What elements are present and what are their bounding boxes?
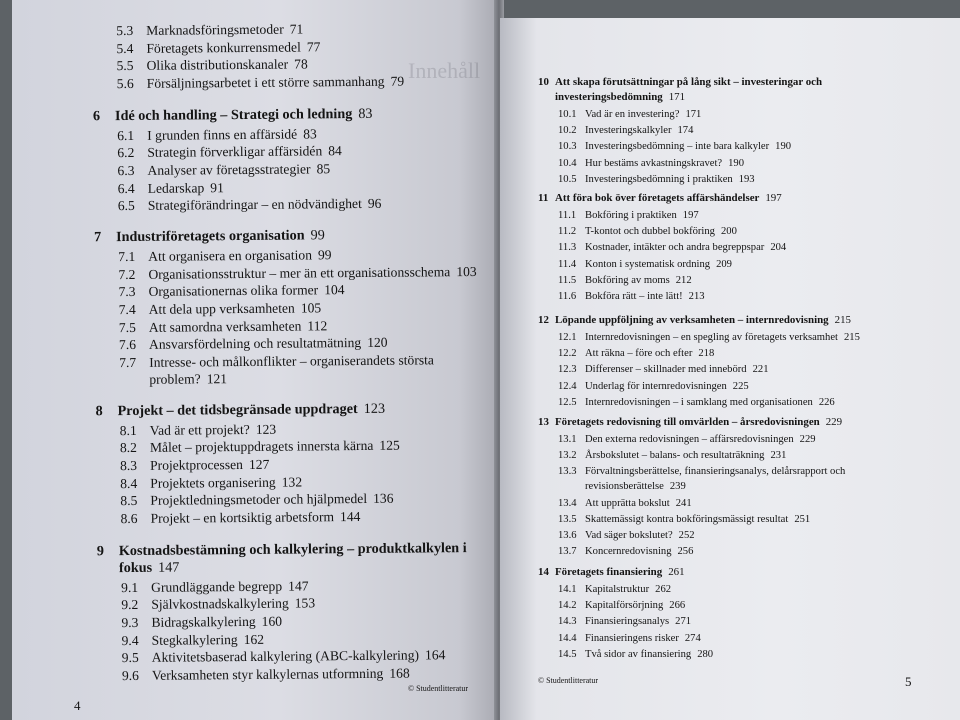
- toc-section: [558, 529, 695, 542]
- toc-section: [558, 583, 671, 596]
- toc-section-title: Att organisera en organisation: [148, 247, 313, 265]
- toc-chapter: [93, 106, 373, 124]
- toc-section: [558, 632, 701, 645]
- toc-section-number: 13.7: [558, 546, 577, 558]
- toc-chapter: [538, 76, 822, 89]
- toc-chapter: [538, 416, 842, 429]
- toc-section-number: 7.5: [118, 319, 136, 335]
- toc-section-title: T-kontot och dubbel bokföring: [585, 226, 715, 238]
- toc-section: [117, 57, 308, 74]
- toc-section-page: 193: [738, 173, 755, 185]
- toc-section-page: 112: [307, 317, 328, 334]
- toc-section-title: Finansieringsanalys: [585, 616, 670, 628]
- toc-section-number: 7.7: [119, 354, 137, 370]
- toc-section: [117, 73, 405, 91]
- toc-section: [558, 173, 755, 186]
- toc-section-page: 96: [367, 195, 382, 212]
- toc-chapter-title: Projekt – det tidsbegränsade uppdraget: [117, 400, 358, 419]
- toc-section-number: 13.5: [558, 513, 577, 525]
- toc-section-page: 99: [317, 247, 332, 263]
- toc-section: [558, 363, 769, 376]
- toc-section-number: 7.3: [118, 284, 136, 300]
- toc-chapter-page: 215: [834, 314, 851, 326]
- toc-section: [558, 396, 835, 409]
- toc-section-number: 11.4: [558, 258, 577, 270]
- toc-section-number: 10.2: [558, 125, 577, 137]
- toc-section-page: 79: [390, 73, 405, 89]
- toc-section-number: 13.1: [558, 434, 577, 445]
- toc-section: [558, 513, 810, 526]
- toc-section-cont-page: 121: [206, 370, 228, 387]
- toc-chapter-cont-page: 171: [668, 91, 686, 103]
- toc-section-number: 14.4: [558, 632, 577, 644]
- toc-section-title: Internredovisningen – en spegling av företagets verksamhet: [585, 332, 838, 343]
- toc-section: [558, 140, 791, 153]
- toc-chapter: [97, 540, 467, 559]
- toc-chapter-page: 123: [363, 400, 386, 417]
- toc-section-number: 10.3: [558, 141, 577, 153]
- toc-section-title: Företagets konkurrensmedel: [146, 39, 301, 56]
- toc-section-cont-page: 239: [669, 481, 686, 493]
- toc-section: [558, 108, 701, 121]
- toc-section-page: 241: [675, 497, 692, 509]
- toc-section: [558, 225, 737, 238]
- toc-section-title: Organisationsstruktur – mer än ett organisationsschema: [148, 263, 451, 282]
- toc-section-title: Projektledningsmetoder och hjälpmedel: [150, 491, 368, 508]
- toc-section: [558, 545, 693, 558]
- toc-section-number: 9.4: [121, 632, 139, 648]
- toc-section-number: 14.2: [558, 600, 577, 612]
- toc-chapter-title: Företagets redovisning till omvärlden – årsredovisningen: [555, 416, 820, 428]
- toc-section-number: 10.5: [558, 173, 577, 185]
- toc-section-title: Konton i systematisk ordning: [585, 258, 711, 270]
- toc-section: [121, 614, 282, 630]
- toc-section-title: Underlag för internredovisningen: [585, 380, 727, 392]
- toc-section-title: Investeringsbedömning – inte bara kalkyler: [585, 141, 770, 153]
- toc-section: [116, 39, 320, 56]
- toc-section: [120, 457, 269, 473]
- right-footer: © Studentlitteratur: [538, 676, 599, 685]
- toc-section-number: 12.4: [558, 380, 577, 392]
- toc-section-title: Verksamheten styr kalkylernas utformning: [151, 665, 384, 683]
- toc-section: [120, 438, 400, 455]
- toc-section-title: Två sidor av finansiering: [585, 648, 692, 660]
- toc-section-title: Projektprocessen: [150, 457, 244, 473]
- toc-section-number: 8.2: [119, 440, 137, 456]
- toc-section-page: 226: [818, 396, 835, 408]
- toc-chapter-page: 229: [825, 416, 843, 428]
- toc-section: [121, 596, 315, 613]
- toc-section-number: 9.2: [121, 597, 139, 613]
- toc-section-page: 218: [698, 348, 715, 360]
- toc-section-page: 262: [655, 584, 672, 595]
- toc-section: [117, 161, 330, 178]
- toc-section-title: Ansvarsfördelning och resultatmätning: [148, 335, 362, 353]
- toc-section-page: 174: [677, 125, 694, 137]
- toc-section-number: 12.3: [558, 364, 577, 376]
- toc-section-page: 221: [752, 364, 769, 376]
- toc-section-number: 14.5: [558, 648, 577, 660]
- toc-section-title: Målet – projektuppdragets innersta kärna: [149, 438, 374, 456]
- toc-section: [119, 300, 322, 317]
- toc-section-title: Analyser av företagsstrategier: [147, 161, 311, 178]
- toc-section-title: Strategin förverkligar affärsidén: [147, 143, 323, 161]
- toc-section: [122, 665, 410, 683]
- toc-section-cont: [585, 480, 686, 493]
- toc-section-number: 9.6: [121, 667, 139, 683]
- toc-chapter-page: 83: [358, 105, 373, 122]
- toc-section-number: 11.2: [558, 226, 577, 238]
- toc-section-page: 162: [243, 631, 265, 647]
- toc-section-title: Differenser – skillnader med innebörd: [585, 364, 747, 376]
- toc-section-number: 8.3: [120, 457, 138, 474]
- toc-section: [558, 380, 749, 393]
- toc-section-title: Grundläggande begrepp: [151, 578, 283, 595]
- toc-section-title: Årsbokslutet – balans- och resultaträkning: [585, 450, 765, 462]
- toc-section-number: 6.1: [117, 127, 135, 143]
- toc-section-number: 7.4: [118, 301, 136, 318]
- toc-section: [117, 126, 317, 143]
- toc-section-number: 5.3: [116, 22, 134, 39]
- toc-section-page: 213: [688, 291, 705, 302]
- toc-section-title: Bokföra rätt – inte lätt!: [585, 291, 683, 302]
- toc-section: [558, 497, 692, 510]
- toc-section-number: 7.1: [118, 249, 136, 265]
- toc-section-title: Skattemässigt kontra bokföringsmässigt resultat: [585, 513, 789, 525]
- toc-section-number: 6.5: [117, 198, 135, 214]
- toc-section-number: 10.1: [558, 109, 577, 120]
- toc-section-page: 190: [775, 141, 792, 153]
- toc-chapter-title: Löpande uppföljning av verksamheten – internredovisning: [555, 314, 829, 326]
- toc-section: [120, 474, 302, 491]
- toc-section: [558, 433, 816, 446]
- toc-section: [558, 449, 786, 462]
- toc-section: [121, 578, 308, 595]
- toc-section-page: 83: [303, 126, 317, 142]
- toc-section-number: 5.6: [116, 75, 134, 91]
- toc-section: [122, 631, 265, 647]
- toc-section-number: 9.1: [121, 579, 139, 595]
- toc-chapter: [538, 192, 782, 205]
- toc-section-title: Investeringskalkyler: [585, 125, 672, 137]
- toc-section-number: 6.4: [117, 180, 135, 196]
- toc-section-page: 266: [669, 600, 686, 612]
- toc-section-title: Kapitalstruktur: [585, 584, 650, 595]
- toc-section: [120, 509, 360, 526]
- toc-chapter-number: 7: [94, 229, 102, 246]
- toc-section-page: 231: [770, 450, 787, 462]
- toc-chapter-number: 8: [95, 403, 103, 420]
- toc-section-page: 212: [675, 274, 692, 286]
- toc-section-title: Förvaltningsberättelse, finansieringsanalys, delårsrapport och: [585, 466, 846, 478]
- toc-section-page: 256: [677, 546, 694, 558]
- toc-section-title: Kapitalförsörjning: [585, 600, 664, 612]
- toc-section-title: Bidragskalkylering: [151, 613, 256, 630]
- toc-section: [558, 124, 693, 137]
- toc-section-title: Intresse- och målkonflikter – organiserandets största: [149, 352, 434, 370]
- toc-chapter: [538, 314, 851, 327]
- show-through-text: Innehåll: [408, 58, 481, 83]
- toc-section-title: Kostnader, intäkter och andra begreppspar: [585, 242, 765, 254]
- toc-section-page: 171: [685, 109, 702, 120]
- toc-chapter-number: 10: [538, 76, 549, 88]
- toc-section-page: 252: [678, 530, 695, 541]
- toc-chapter-page: 197: [765, 192, 782, 204]
- toc-chapter-cont: [555, 91, 685, 104]
- toc-section-page: 136: [373, 490, 394, 507]
- toc-section: [558, 157, 744, 170]
- toc-section: [116, 21, 303, 38]
- toc-section-page: 132: [281, 474, 303, 490]
- toc-section-page: 229: [799, 434, 816, 445]
- toc-section: [119, 318, 328, 335]
- toc-section-title: Att räkna – före och efter: [585, 348, 693, 360]
- toc-section-page: 280: [697, 648, 714, 660]
- toc-section-page: 251: [794, 513, 811, 525]
- toc-section: [558, 347, 714, 360]
- toc-section-page: 147: [288, 578, 309, 594]
- toc-section-title: Att samordna verksamheten: [148, 318, 302, 335]
- toc-section-title: Finansieringens risker: [585, 632, 679, 644]
- toc-section-page: 204: [770, 242, 787, 254]
- toc-chapter-cont-title: fokus: [118, 559, 153, 576]
- toc-section-page: 153: [294, 595, 316, 611]
- toc-chapter-title: Företagets finansiering: [555, 566, 663, 578]
- toc-chapter-cont: [119, 559, 180, 576]
- left-toc: [12, 0, 504, 720]
- toc-section-title: Ledarskap: [147, 179, 205, 196]
- toc-section-number: 13.2: [558, 450, 577, 462]
- toc-section-page: 103: [456, 263, 477, 279]
- toc-section-number: 11.5: [558, 274, 577, 286]
- toc-section-title: Vad är en investering?: [585, 109, 680, 120]
- toc-chapter: [96, 401, 386, 420]
- toc-section-cont-title: revisionsberättelse: [585, 481, 664, 493]
- toc-section-number: 9.5: [121, 650, 139, 666]
- toc-chapter-number: 11: [538, 192, 549, 204]
- toc-section-title: Att upprätta bokslut: [585, 497, 670, 509]
- toc-section-title: Försäljningsarbetet i ett större sammanhang: [146, 73, 385, 91]
- toc-section-number: 9.3: [121, 614, 139, 631]
- toc-section-number: 8.1: [119, 422, 137, 438]
- toc-section-number: 13.3: [558, 466, 577, 478]
- toc-section: [118, 247, 331, 264]
- toc-section-cont: [149, 371, 227, 387]
- toc-section-page: 78: [294, 56, 308, 72]
- toc-section-page: 84: [328, 143, 342, 159]
- toc-section: [558, 274, 692, 287]
- toc-section-title: Hur bestäms avkastningskravet?: [585, 157, 723, 169]
- toc-section-number: 14.3: [558, 616, 577, 628]
- toc-chapter-page: 99: [310, 227, 325, 244]
- toc-section-page: 209: [716, 258, 732, 270]
- toc-section: [118, 282, 344, 299]
- toc-section-title: Strategiförändringar – en nödvändighet: [147, 196, 362, 214]
- toc-section: [118, 196, 382, 213]
- toc-section-page: 190: [728, 157, 744, 169]
- toc-section: [118, 180, 224, 196]
- toc-section-page: 225: [732, 380, 749, 392]
- right-page-number: 5: [905, 674, 912, 689]
- toc-section-title: Aktivitetsbaserad kalkylering (ABC-kalkylering): [151, 647, 420, 665]
- toc-section-number: 11.1: [558, 210, 577, 221]
- toc-chapter-cont-title: investeringsbedömning: [555, 91, 663, 103]
- toc-chapter-cont-page: 147: [158, 559, 180, 576]
- toc-chapter-title: Kostnadsbestämning och kalkylering – produktkalkylen i: [118, 539, 467, 559]
- toc-section-title: Att dela upp verksamheten: [148, 300, 295, 317]
- toc-section-page: 120: [367, 334, 388, 351]
- toc-section-title: Projektets organisering: [150, 474, 276, 491]
- toc-chapter-number: 13: [538, 416, 549, 428]
- toc-chapter-number: 14: [538, 566, 549, 578]
- toc-section: [558, 599, 685, 612]
- toc-section-number: 13.6: [558, 530, 577, 541]
- toc-section-cont-title: problem?: [149, 371, 201, 387]
- toc-section-number: 8.5: [120, 493, 138, 509]
- toc-section-page: 85: [316, 161, 331, 177]
- toc-chapter-page: 261: [668, 566, 685, 578]
- toc-section-title: Organisationernas olika former: [148, 282, 319, 300]
- toc-section-page: 71: [289, 21, 304, 37]
- toc-section-page: 105: [300, 300, 322, 316]
- toc-chapter: [94, 227, 325, 245]
- toc-section-number: 12.1: [558, 332, 577, 343]
- toc-section-page: 160: [261, 613, 283, 629]
- toc-section-title: Självkostnadskalkylering: [151, 595, 289, 613]
- toc-section-number: 6.3: [117, 162, 135, 179]
- toc-section-number: 13.4: [558, 497, 577, 509]
- toc-section: [120, 422, 277, 438]
- toc-section-number: 11.6: [558, 291, 577, 302]
- toc-section: [119, 352, 434, 370]
- toc-section: [118, 264, 476, 282]
- toc-section-title: Investeringsbedömning i praktiken: [585, 173, 733, 185]
- toc-chapter-number: 12: [538, 314, 549, 326]
- toc-section: [119, 335, 388, 352]
- left-page-number: 4: [74, 698, 81, 713]
- toc-section-page: 77: [306, 38, 321, 55]
- toc-section: [558, 465, 845, 478]
- toc-section-page: 200: [720, 226, 737, 238]
- toc-section: [558, 258, 732, 271]
- toc-section: [120, 491, 393, 508]
- toc-chapter-title: Att skapa förutsättningar på lång sikt – investeringar och: [555, 76, 823, 88]
- toc-section-page: 125: [379, 438, 400, 454]
- toc-section-title: Bokföring i praktiken: [585, 210, 677, 221]
- toc-section-page: 168: [389, 665, 410, 681]
- toc-chapter-title: Att föra bok över företagets affärshändelser: [555, 192, 760, 204]
- toc-section-title: Projekt – en kortsiktig arbetsform: [150, 509, 335, 526]
- toc-section-number: 5.5: [116, 58, 134, 74]
- toc-chapter-title: Industriföretagets organisation: [116, 227, 305, 246]
- left-page: [12, 0, 498, 720]
- toc-section-title: Marknadsföringsmetoder: [146, 21, 284, 38]
- toc-chapter-title: Idé och handling – Strategi och ledning: [114, 105, 353, 124]
- toc-section-title: I grunden finns en affärsidé: [147, 126, 298, 143]
- toc-section: [558, 331, 860, 344]
- toc-section: [117, 144, 342, 161]
- toc-section-page: 197: [682, 210, 699, 221]
- toc-section-title: Stegkalkylering: [151, 631, 238, 648]
- toc-section: [558, 209, 699, 222]
- toc-section-title: Bokföring av moms: [585, 274, 670, 286]
- toc-section-page: 274: [684, 632, 701, 644]
- toc-section-page: 123: [255, 421, 277, 437]
- toc-section-number: 14.1: [558, 584, 577, 595]
- toc-section-number: 11.3: [558, 242, 577, 254]
- toc-section-page: 91: [210, 179, 224, 195]
- toc-section-number: 5.4: [116, 40, 134, 56]
- toc-chapter: [538, 566, 685, 579]
- toc-section: [558, 615, 691, 628]
- toc-section: [558, 290, 705, 303]
- toc-section-title: Den externa redovisningen – affärsredovisningen: [585, 434, 794, 445]
- toc-section-page: 127: [248, 456, 270, 472]
- toc-section-title: Internredovisningen – i samklang med organisationen: [585, 396, 813, 408]
- toc-section-number: 12.2: [558, 348, 577, 360]
- toc-section-page: 215: [844, 332, 860, 343]
- toc-section-number: 7.6: [118, 337, 137, 353]
- toc-section-number: 7.2: [118, 266, 136, 282]
- toc-section-title: Vad är ett projekt?: [149, 421, 250, 438]
- toc-section: [122, 647, 446, 665]
- toc-section-number: 10.4: [558, 157, 577, 169]
- toc-section-title: Koncernredovisning: [585, 546, 672, 558]
- toc-section-number: 8.6: [120, 510, 138, 526]
- left-footer: © Studentlitteratur: [408, 684, 469, 693]
- toc-section-number: 12.5: [558, 396, 577, 408]
- toc-chapter-number: 6: [92, 108, 101, 125]
- toc-chapter-number: 9: [96, 543, 104, 560]
- toc-section-page: 144: [339, 508, 361, 524]
- toc-section-title: Vad säger bokslutet?: [585, 530, 673, 541]
- toc-section-number: 6.2: [117, 145, 135, 161]
- toc-section-page: 164: [424, 647, 446, 663]
- toc-section-page: 104: [324, 282, 345, 298]
- toc-section: [558, 241, 786, 254]
- toc-section-title: Olika distributionskanaler: [146, 56, 289, 74]
- toc-section: [558, 648, 713, 661]
- toc-section-number: 8.4: [120, 475, 138, 491]
- toc-section-page: 271: [675, 616, 692, 628]
